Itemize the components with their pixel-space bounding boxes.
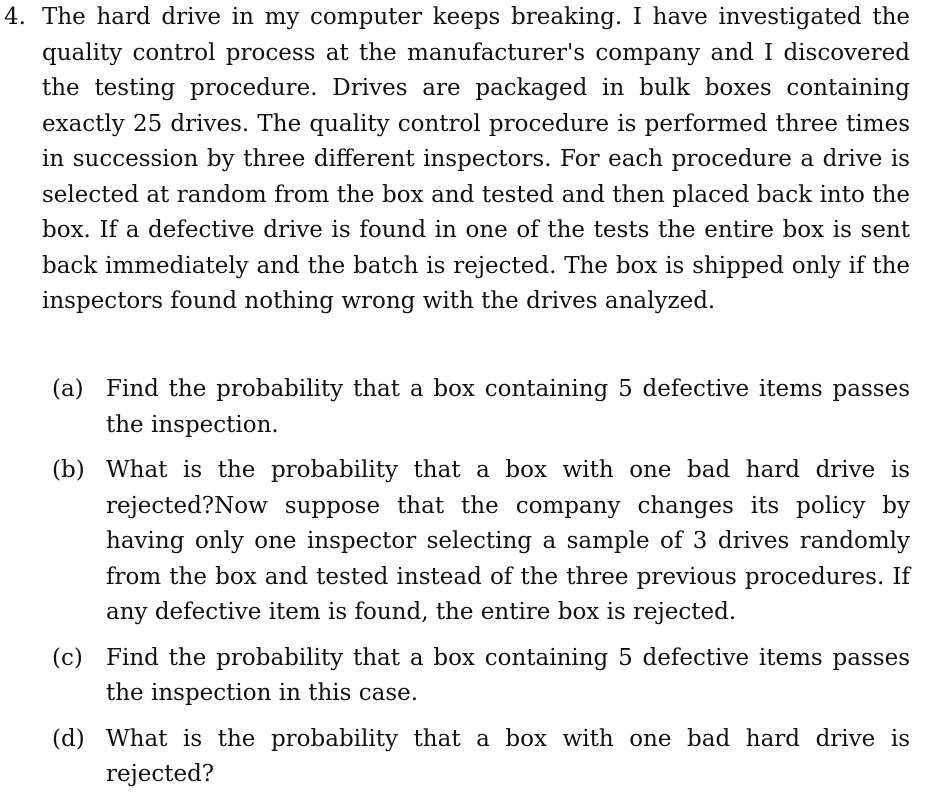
part-d bbox=[52, 722, 910, 793]
problem-parts bbox=[52, 372, 910, 803]
problem-statement: The hard drive in my computer keeps breaking. I have investigated the quality control process at the manufacturer's company and I discovered the testing procedure. Drives are packaged in bulk boxes containing exactly 25 drives. The quality control procedure is performed three times in succession by three different inspectors. For each procedure a drive is selected at random from the box and tested and then placed back into the box. If a defective drive is found in one of the tests the entire box is sent back immediately and the batch is rejected. The box is shipped only if the inspectors found nothing wrong with the drives analyzed. bbox=[42, 4, 910, 314]
part-text: What is the probability that a box with one bad hard drive is rejected?Now suppose that the company changes its policy by having only one inspector selecting a sample of 3 drives randomly from the box and tested instead of the three previous procedures. If any defective item is found, the entire box is rejected. bbox=[106, 457, 910, 625]
part-label: (c) bbox=[52, 644, 83, 671]
problem-number: 4. bbox=[4, 4, 26, 30]
part-a bbox=[52, 372, 910, 443]
part-b bbox=[52, 453, 910, 631]
part-c bbox=[52, 641, 910, 712]
part-label: (a) bbox=[52, 376, 84, 402]
part-text: Find the probability that a box containing 5 defective items passes the inspection. bbox=[106, 376, 910, 438]
part-label: (d) bbox=[52, 725, 85, 752]
part-text: What is the probability that a box with one bad hard drive is rejected? bbox=[106, 725, 910, 787]
part-text: Find the probability that a box containing 5 defective items passes the inspection in this case. bbox=[106, 644, 910, 706]
part-label: (b) bbox=[52, 457, 85, 483]
problem-4 bbox=[4, 0, 910, 320]
